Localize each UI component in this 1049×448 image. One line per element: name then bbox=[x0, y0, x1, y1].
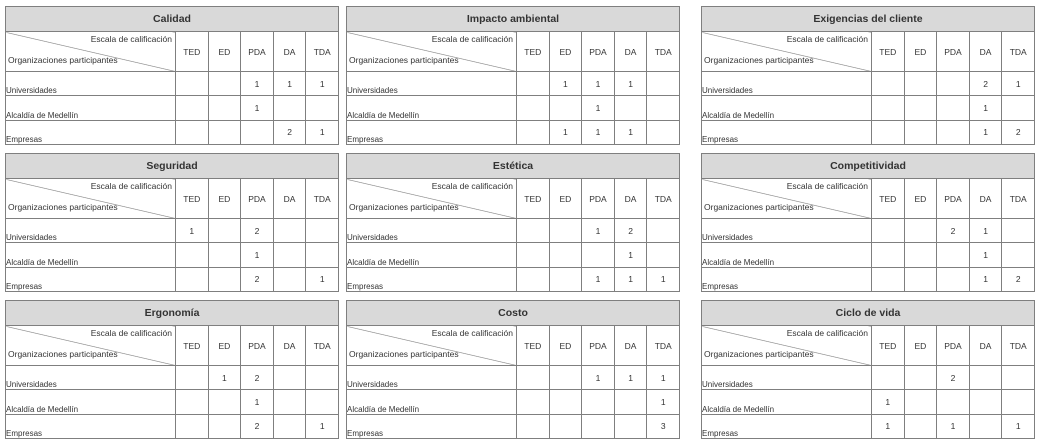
rating-cell bbox=[937, 267, 970, 291]
column-header: PDA bbox=[241, 32, 274, 72]
rating-cell: 1 bbox=[306, 72, 339, 96]
organizations-label: Organizaciones participantes bbox=[8, 202, 118, 212]
rating-table bbox=[346, 300, 680, 439]
rating-cell: 1 bbox=[614, 243, 647, 267]
rating-cell bbox=[1002, 243, 1035, 267]
table-row bbox=[702, 243, 1035, 267]
rating-cell bbox=[176, 390, 209, 414]
rating-cell bbox=[208, 243, 241, 267]
column-header: ED bbox=[904, 179, 937, 219]
rating-cell: 1 bbox=[208, 366, 241, 390]
organizations-label: Organizaciones participantes bbox=[704, 55, 814, 65]
column-header: TED bbox=[176, 32, 209, 72]
column-header: TED bbox=[517, 179, 550, 219]
column-header: TDA bbox=[1002, 179, 1035, 219]
rating-cell bbox=[517, 72, 550, 96]
column-header: PDA bbox=[937, 326, 970, 366]
rating-cell bbox=[872, 72, 905, 96]
table-row bbox=[347, 219, 680, 243]
rating-cell bbox=[549, 267, 582, 291]
scale-label: Escala de calificación bbox=[786, 34, 868, 44]
table-row bbox=[347, 414, 680, 438]
rating-cell bbox=[176, 120, 209, 144]
rating-cell bbox=[904, 243, 937, 267]
rating-table bbox=[701, 153, 1035, 292]
column-header: TDA bbox=[306, 326, 339, 366]
column-header: DA bbox=[614, 32, 647, 72]
rating-cell: 1 bbox=[306, 120, 339, 144]
table-row bbox=[702, 96, 1035, 120]
table-row bbox=[347, 390, 680, 414]
rating-cell bbox=[969, 390, 1002, 414]
rating-table bbox=[5, 300, 339, 439]
rating-table-panel bbox=[701, 300, 1035, 439]
organization-name: Alcaldía de Medellín bbox=[347, 243, 517, 267]
scale-label: Escala de calificación bbox=[786, 328, 868, 338]
column-header: DA bbox=[969, 179, 1002, 219]
rating-cell bbox=[176, 243, 209, 267]
rating-cell bbox=[549, 414, 582, 438]
column-header: TED bbox=[176, 179, 209, 219]
rating-cell bbox=[647, 72, 680, 96]
scale-label: Escala de calificación bbox=[431, 34, 513, 44]
column-header: TED bbox=[517, 32, 550, 72]
rating-cell: 1 bbox=[176, 219, 209, 243]
rating-cell bbox=[517, 414, 550, 438]
rating-cell bbox=[614, 414, 647, 438]
rating-cell bbox=[904, 219, 937, 243]
rating-cell: 2 bbox=[937, 219, 970, 243]
rating-cell bbox=[517, 219, 550, 243]
scale-label: Escala de calificación bbox=[431, 181, 513, 191]
rating-cell bbox=[904, 72, 937, 96]
rating-table-panel bbox=[701, 153, 1035, 292]
organization-name: Alcaldía de Medellín bbox=[6, 390, 176, 414]
rating-cell bbox=[306, 366, 339, 390]
table-title: Impacto ambiental bbox=[347, 7, 680, 32]
rating-cell: 3 bbox=[647, 414, 680, 438]
rating-cell: 1 bbox=[549, 120, 582, 144]
organization-name: Universidades bbox=[347, 219, 517, 243]
rating-cell: 2 bbox=[1002, 120, 1035, 144]
rating-table-panel bbox=[346, 6, 680, 145]
header-corner-cell bbox=[6, 326, 176, 366]
rating-cell bbox=[614, 390, 647, 414]
scale-label: Escala de calificación bbox=[431, 328, 513, 338]
rating-cell bbox=[1002, 219, 1035, 243]
header-corner-cell bbox=[6, 179, 176, 219]
rating-cell bbox=[273, 267, 306, 291]
organization-name: Universidades bbox=[347, 366, 517, 390]
rating-cell bbox=[208, 120, 241, 144]
column-header: TED bbox=[872, 326, 905, 366]
rating-cell bbox=[549, 243, 582, 267]
rating-table bbox=[701, 6, 1035, 145]
column-header: PDA bbox=[241, 179, 274, 219]
column-header: ED bbox=[549, 326, 582, 366]
rating-cell bbox=[937, 96, 970, 120]
rating-cell: 1 bbox=[647, 366, 680, 390]
organizations-label: Organizaciones participantes bbox=[8, 349, 118, 359]
column-header: TED bbox=[872, 179, 905, 219]
rating-cell bbox=[647, 243, 680, 267]
column-header: ED bbox=[208, 179, 241, 219]
table-row bbox=[702, 219, 1035, 243]
rating-cell bbox=[549, 366, 582, 390]
table-row bbox=[347, 243, 680, 267]
table-row bbox=[702, 366, 1035, 390]
table-row bbox=[6, 219, 339, 243]
scale-label: Escala de calificación bbox=[90, 328, 172, 338]
column-header: TDA bbox=[306, 179, 339, 219]
rating-cell bbox=[904, 414, 937, 438]
table-row bbox=[6, 72, 339, 96]
rating-table-panel bbox=[346, 300, 680, 439]
header-corner-cell bbox=[347, 32, 517, 72]
header-corner-cell bbox=[702, 179, 872, 219]
table-title: Estética bbox=[347, 154, 680, 179]
rating-cell: 1 bbox=[647, 267, 680, 291]
rating-cell bbox=[1002, 390, 1035, 414]
column-header: ED bbox=[208, 326, 241, 366]
organization-name: Universidades bbox=[702, 72, 872, 96]
rating-cell: 1 bbox=[306, 267, 339, 291]
rating-cell bbox=[273, 366, 306, 390]
organizations-label: Organizaciones participantes bbox=[349, 55, 459, 65]
organization-name: Alcaldía de Medellín bbox=[702, 96, 872, 120]
scale-label: Escala de calificación bbox=[90, 34, 172, 44]
organization-name: Alcaldía de Medellín bbox=[347, 390, 517, 414]
rating-cell bbox=[872, 96, 905, 120]
table-row bbox=[6, 120, 339, 144]
rating-cell: 2 bbox=[614, 219, 647, 243]
table-row bbox=[347, 267, 680, 291]
header-corner-cell bbox=[702, 326, 872, 366]
header-corner-cell bbox=[347, 179, 517, 219]
column-header: TDA bbox=[306, 32, 339, 72]
column-header: ED bbox=[549, 179, 582, 219]
rating-cell bbox=[273, 414, 306, 438]
rating-cell: 1 bbox=[937, 414, 970, 438]
table-row bbox=[702, 267, 1035, 291]
rating-table-panel bbox=[5, 153, 339, 292]
organization-name: Empresas bbox=[6, 414, 176, 438]
rating-cell bbox=[273, 390, 306, 414]
rating-table-panel bbox=[346, 153, 680, 292]
rating-cell: 1 bbox=[549, 72, 582, 96]
rating-cell bbox=[176, 366, 209, 390]
table-title: Ciclo de vida bbox=[702, 301, 1035, 326]
organization-name: Empresas bbox=[347, 120, 517, 144]
rating-cell: 1 bbox=[273, 72, 306, 96]
rating-cell: 1 bbox=[969, 267, 1002, 291]
column-header: TDA bbox=[647, 32, 680, 72]
table-title: Ergonomía bbox=[6, 301, 339, 326]
rating-cell bbox=[582, 390, 615, 414]
column-header: TDA bbox=[1002, 32, 1035, 72]
organization-name: Universidades bbox=[347, 72, 517, 96]
table-title: Calidad bbox=[6, 7, 339, 32]
rating-cell: 1 bbox=[306, 414, 339, 438]
organization-name: Empresas bbox=[702, 267, 872, 291]
rating-cell bbox=[306, 390, 339, 414]
rating-cell: 1 bbox=[614, 72, 647, 96]
rating-cell: 2 bbox=[1002, 267, 1035, 291]
rating-cell: 1 bbox=[872, 414, 905, 438]
rating-cell: 2 bbox=[241, 219, 274, 243]
rating-table bbox=[701, 300, 1035, 439]
rating-cell bbox=[904, 366, 937, 390]
rating-cell: 1 bbox=[582, 96, 615, 120]
column-header: PDA bbox=[241, 326, 274, 366]
rating-cell bbox=[872, 219, 905, 243]
table-title: Costo bbox=[347, 301, 680, 326]
organization-name: Empresas bbox=[347, 414, 517, 438]
rating-cell bbox=[1002, 366, 1035, 390]
rating-cell bbox=[306, 243, 339, 267]
organization-name: Alcaldía de Medellín bbox=[347, 96, 517, 120]
rating-cell bbox=[872, 366, 905, 390]
column-header: ED bbox=[549, 32, 582, 72]
rating-table-panel bbox=[5, 300, 339, 439]
rating-cell bbox=[647, 120, 680, 144]
organizations-label: Organizaciones participantes bbox=[349, 349, 459, 359]
column-header: PDA bbox=[937, 32, 970, 72]
header-corner-cell bbox=[6, 32, 176, 72]
organization-name: Universidades bbox=[6, 219, 176, 243]
table-row bbox=[6, 243, 339, 267]
rating-cell: 1 bbox=[614, 366, 647, 390]
rating-cell: 2 bbox=[241, 414, 274, 438]
organization-name: Alcaldía de Medellín bbox=[702, 390, 872, 414]
rating-cell: 2 bbox=[241, 267, 274, 291]
rating-cell bbox=[176, 96, 209, 120]
table-row bbox=[702, 120, 1035, 144]
rating-cell bbox=[517, 390, 550, 414]
column-header: TDA bbox=[647, 179, 680, 219]
column-header: DA bbox=[273, 32, 306, 72]
table-row bbox=[347, 72, 680, 96]
table-row bbox=[347, 366, 680, 390]
rating-cell bbox=[273, 219, 306, 243]
rating-cell bbox=[517, 243, 550, 267]
rating-cell bbox=[549, 219, 582, 243]
rating-cell bbox=[176, 267, 209, 291]
organization-name: Alcaldía de Medellín bbox=[6, 243, 176, 267]
rating-cell: 2 bbox=[969, 72, 1002, 96]
rating-cell bbox=[549, 390, 582, 414]
rating-cell bbox=[208, 390, 241, 414]
table-row bbox=[702, 414, 1035, 438]
rating-cell bbox=[582, 243, 615, 267]
rating-cell: 2 bbox=[937, 366, 970, 390]
rating-cell bbox=[517, 120, 550, 144]
rating-cell: 1 bbox=[582, 120, 615, 144]
table-row bbox=[6, 414, 339, 438]
rating-cell: 1 bbox=[582, 219, 615, 243]
organization-name: Alcaldía de Medellín bbox=[702, 243, 872, 267]
rating-cell bbox=[208, 414, 241, 438]
table-row bbox=[6, 267, 339, 291]
table-row bbox=[347, 96, 680, 120]
rating-cell bbox=[517, 267, 550, 291]
table-row bbox=[347, 120, 680, 144]
rating-cell: 1 bbox=[872, 390, 905, 414]
rating-cell: 1 bbox=[582, 72, 615, 96]
rating-cell bbox=[306, 96, 339, 120]
column-header: TDA bbox=[1002, 326, 1035, 366]
rating-table-panel bbox=[5, 6, 339, 145]
rating-cell: 1 bbox=[241, 96, 274, 120]
rating-cell bbox=[937, 390, 970, 414]
organizations-label: Organizaciones participantes bbox=[349, 202, 459, 212]
table-row bbox=[6, 390, 339, 414]
rating-cell: 1 bbox=[241, 72, 274, 96]
rating-cell bbox=[208, 267, 241, 291]
rating-cell bbox=[937, 72, 970, 96]
column-header: DA bbox=[273, 179, 306, 219]
rating-cell bbox=[1002, 96, 1035, 120]
column-header: PDA bbox=[582, 32, 615, 72]
scale-label: Escala de calificación bbox=[786, 181, 868, 191]
organization-name: Universidades bbox=[6, 366, 176, 390]
rating-cell bbox=[969, 414, 1002, 438]
rating-cell: 1 bbox=[1002, 72, 1035, 96]
rating-cell bbox=[904, 120, 937, 144]
organization-name: Empresas bbox=[6, 267, 176, 291]
organization-name: Alcaldía de Medellín bbox=[6, 96, 176, 120]
rating-cell bbox=[273, 243, 306, 267]
organizations-label: Organizaciones participantes bbox=[704, 349, 814, 359]
rating-cell bbox=[517, 96, 550, 120]
table-title: Seguridad bbox=[6, 154, 339, 179]
rating-cell bbox=[937, 243, 970, 267]
table-row bbox=[702, 390, 1035, 414]
column-header: DA bbox=[969, 326, 1002, 366]
rating-cell bbox=[273, 96, 306, 120]
rating-cell bbox=[614, 96, 647, 120]
rating-table bbox=[346, 153, 680, 292]
rating-cell bbox=[208, 96, 241, 120]
organization-name: Empresas bbox=[347, 267, 517, 291]
rating-cell bbox=[872, 243, 905, 267]
organization-name: Empresas bbox=[702, 414, 872, 438]
rating-cell bbox=[176, 414, 209, 438]
rating-cell bbox=[517, 366, 550, 390]
column-header: DA bbox=[969, 32, 1002, 72]
rating-table-panel bbox=[701, 6, 1035, 145]
column-header: TED bbox=[517, 326, 550, 366]
rating-cell: 1 bbox=[582, 366, 615, 390]
rating-cell bbox=[208, 219, 241, 243]
column-header: DA bbox=[614, 179, 647, 219]
rating-cell bbox=[969, 366, 1002, 390]
organization-name: Universidades bbox=[6, 72, 176, 96]
rating-cell: 1 bbox=[969, 120, 1002, 144]
rating-cell: 1 bbox=[647, 390, 680, 414]
table-row bbox=[6, 366, 339, 390]
rating-table bbox=[5, 6, 339, 145]
rating-cell: 2 bbox=[241, 366, 274, 390]
organization-name: Universidades bbox=[702, 219, 872, 243]
rating-cell bbox=[647, 219, 680, 243]
rating-cell: 1 bbox=[969, 243, 1002, 267]
rating-cell: 1 bbox=[241, 243, 274, 267]
rating-cell bbox=[208, 72, 241, 96]
rating-table bbox=[5, 153, 339, 292]
column-header: PDA bbox=[582, 326, 615, 366]
column-header: ED bbox=[904, 326, 937, 366]
rating-cell bbox=[872, 267, 905, 291]
rating-cell bbox=[872, 120, 905, 144]
column-header: ED bbox=[904, 32, 937, 72]
column-header: ED bbox=[208, 32, 241, 72]
column-header: DA bbox=[273, 326, 306, 366]
rating-cell: 1 bbox=[614, 120, 647, 144]
rating-cell: 1 bbox=[614, 267, 647, 291]
column-header: PDA bbox=[582, 179, 615, 219]
rating-cell bbox=[306, 219, 339, 243]
rating-cell bbox=[937, 120, 970, 144]
rating-cell bbox=[904, 267, 937, 291]
organization-name: Empresas bbox=[6, 120, 176, 144]
header-corner-cell bbox=[347, 326, 517, 366]
table-row bbox=[6, 96, 339, 120]
table-title: Exigencias del cliente bbox=[702, 7, 1035, 32]
organizations-label: Organizaciones participantes bbox=[8, 55, 118, 65]
rating-cell bbox=[549, 96, 582, 120]
rating-cell bbox=[647, 96, 680, 120]
organization-name: Universidades bbox=[702, 366, 872, 390]
scale-label: Escala de calificación bbox=[90, 181, 172, 191]
column-header: TED bbox=[872, 32, 905, 72]
rating-cell: 1 bbox=[1002, 414, 1035, 438]
organizations-label: Organizaciones participantes bbox=[704, 202, 814, 212]
rating-table bbox=[346, 6, 680, 145]
column-header: TDA bbox=[647, 326, 680, 366]
rating-cell: 2 bbox=[273, 120, 306, 144]
rating-cell: 1 bbox=[582, 267, 615, 291]
rating-cell: 1 bbox=[241, 390, 274, 414]
rating-cell bbox=[176, 72, 209, 96]
organization-name: Empresas bbox=[702, 120, 872, 144]
rating-cell: 1 bbox=[969, 219, 1002, 243]
rating-cell bbox=[904, 390, 937, 414]
column-header: DA bbox=[614, 326, 647, 366]
column-header: TED bbox=[176, 326, 209, 366]
table-title: Competitividad bbox=[702, 154, 1035, 179]
header-corner-cell bbox=[702, 32, 872, 72]
rating-cell: 1 bbox=[969, 96, 1002, 120]
rating-cell bbox=[241, 120, 274, 144]
rating-cell bbox=[582, 414, 615, 438]
column-header: PDA bbox=[937, 179, 970, 219]
table-row bbox=[702, 72, 1035, 96]
rating-cell bbox=[904, 96, 937, 120]
